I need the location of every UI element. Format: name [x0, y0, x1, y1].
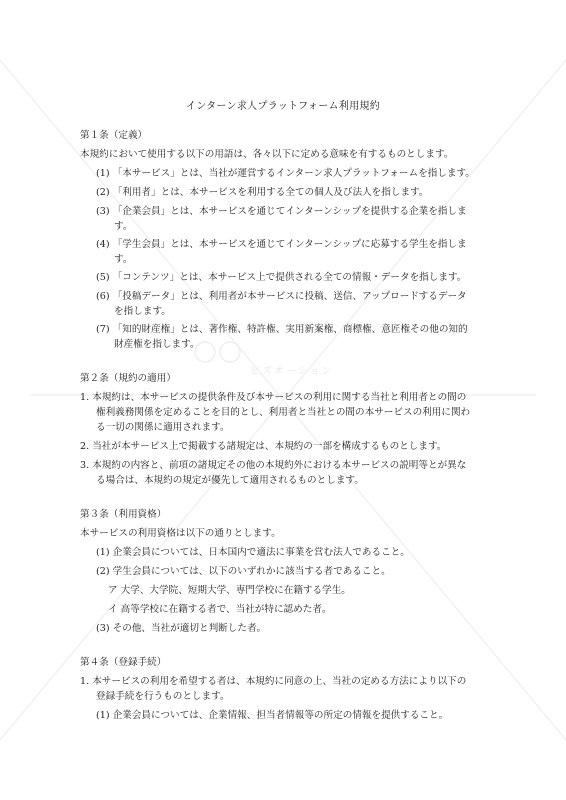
text-line: る場合は、本規約の規定が優先して適用されるものとします。: [96, 475, 364, 486]
text-line: ア 大学、大学院、短期大学、専門学校に在籍する学生。: [108, 585, 351, 596]
text-line: 第１条（定義）: [80, 130, 148, 141]
text-line: (3) その他、当社が適切と判断した者。: [96, 623, 267, 634]
text-line: す。: [114, 254, 133, 265]
text-line: (6) 「投稿データ」とは、利用者が本サービスに投稿、送信、アップロードするデータ: [96, 291, 467, 302]
text-line: 権利義務関係を定めることを目的とし、利用者と当社との間の本サービスの利用に関わ: [96, 407, 471, 418]
text-line: 第３条（利用資格）: [80, 509, 167, 520]
text-line: 本規約において使用する以下の用語は、各々以下に定める意味を有するものとします。: [80, 149, 454, 160]
text-line: 1. 本サービスの利用を希望する者は、本規約に同意の上、当社の定める方法により以下の: [80, 676, 467, 687]
text-line: (2) 「利用者」とは、本サービスを利用する全ての個人及び法人を指します。: [96, 187, 429, 198]
text-line: イ 高等学校に在籍する者で、当社が特に認めた者。: [108, 604, 332, 615]
text-line: (1) 「本サービス」とは、当社が運営するインターン求人プラットフォームを指します。: [96, 168, 475, 179]
text-line: (5) 「コンテンツ」とは、本サービス上で提供される全ての情報・データを指します。: [96, 272, 467, 283]
text-line: 本サービスの利用資格は以下の通りとします。: [80, 528, 281, 539]
text-line: (3) 「企業会員」とは、本サービスを通じてインターンシップを提供する企業を指しま: [96, 206, 467, 217]
text-line: 3. 本規約の内容と、前項の諸規定その他の本規約外における本サービスの説明等とが異な: [80, 460, 467, 471]
text-line: 財産権を指します。: [114, 339, 200, 350]
text-line: す。: [114, 221, 133, 232]
text-line: 第４条（登録手続）: [80, 657, 167, 668]
text-line: 第２条（規約の適用）: [80, 373, 176, 384]
text-line: 登録手続を行うものとします。: [96, 691, 230, 702]
text-line: (4) 「学生会員」とは、本サービスを通じてインターンシップに応募する学生を指しま: [96, 239, 467, 250]
text-line: (2) 学生会員については、以下のいずれかに該当する者であること。: [96, 566, 391, 577]
text-line: (1) 企業会員については、日本国内で適法に事業を営む法人であること。: [96, 547, 410, 558]
text-line: 2. 当社が本サービス上で掲載する諸規定は、本規約の一部を構成するものとします。: [80, 441, 447, 452]
document-title: インターン求人プラットフォーム利用規約: [185, 101, 381, 112]
watermark-text: ビズオーション: [250, 366, 334, 377]
watermark-logo: [195, 342, 240, 362]
text-line: 1. 本規約は、本サービスの提供条件及び本サービスの利用に関する当社と利用者との間の: [80, 392, 467, 403]
text-line: る一切の関係に適用されます。: [96, 422, 230, 433]
text-line: を指します。: [114, 306, 171, 317]
text-line: (7) 「知的財産権」とは、著作権、特許権、実用新案権、商標権、意匠権その他の知的: [96, 324, 468, 335]
text-line: (1) 企業会員については、企業情報、担当者情報等の所定の情報を提供すること。: [96, 710, 449, 721]
